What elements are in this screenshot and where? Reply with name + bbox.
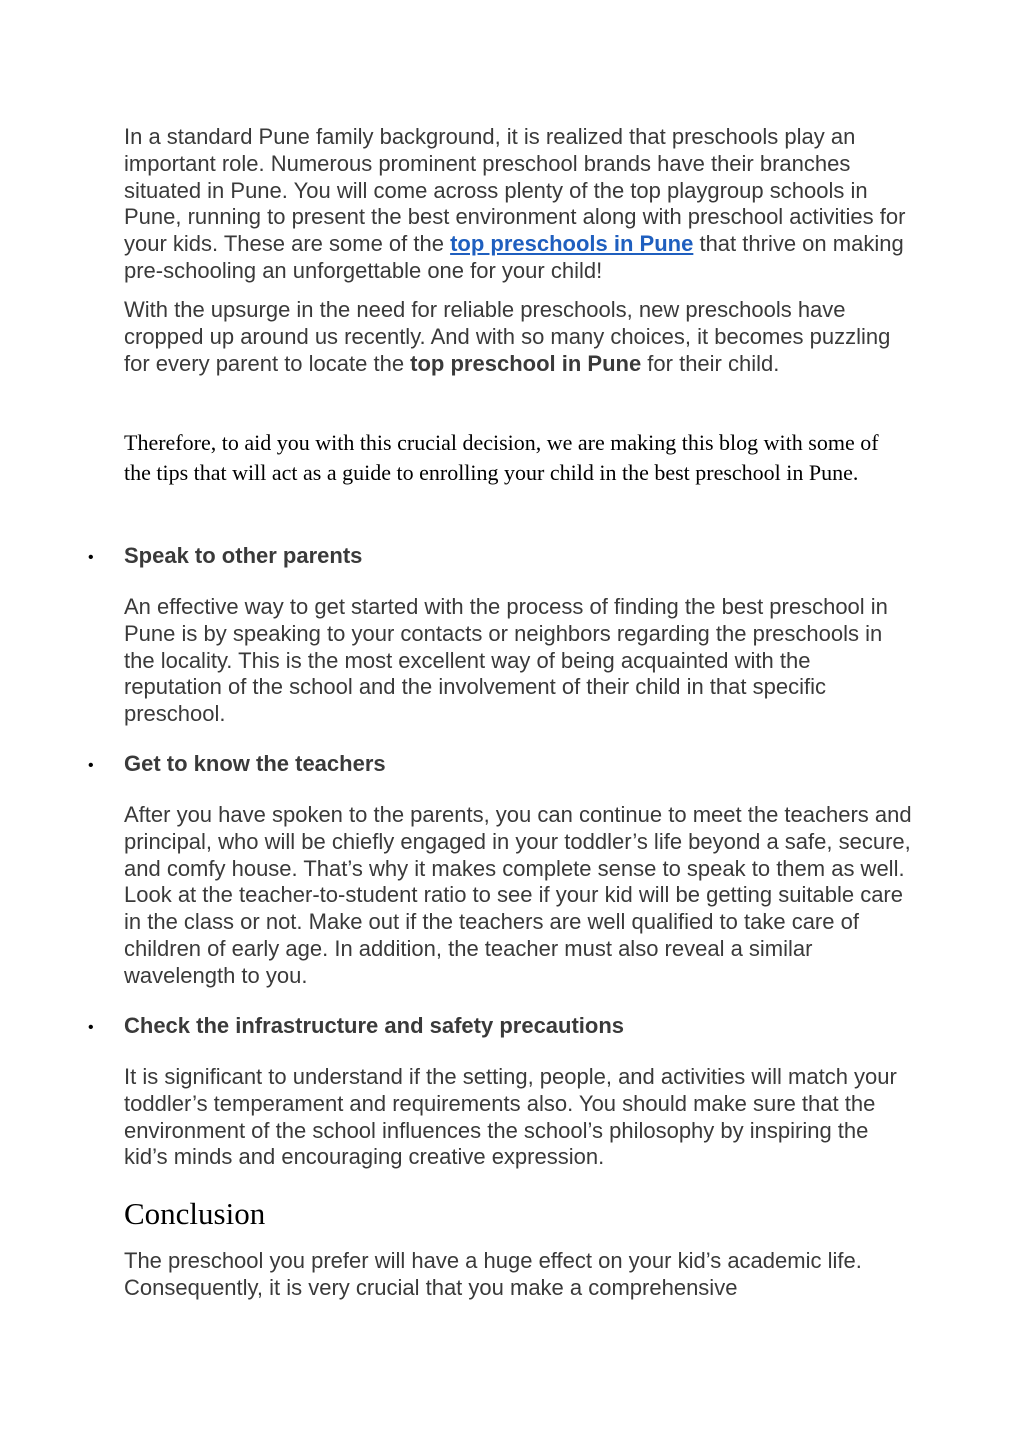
- section-heading-know-teachers: Get to know the teachers: [124, 751, 386, 776]
- section-body-speak-to-parents: An effective way to get started with the process of finding the best preschool in Pune is by speaking to your contacts or neighbors regarding the preschools in the locality. This is the most excellent way of being acquainted with the reputation of the school and the involvement of their child in that specific preschool.: [124, 594, 888, 727]
- top-preschools-link[interactable]: top preschools in Pune: [450, 231, 694, 257]
- upsurge-paragraph: [124, 297, 914, 377]
- conclusion-heading: Conclusion: [124, 1196, 266, 1231]
- conclusion-body: The preschool you prefer will have a huge effect on your kid’s academic life. Consequently, it is very crucial that you make a comprehensive: [124, 1248, 862, 1300]
- bullet-dot: •: [88, 1019, 94, 1036]
- section-body-know-teachers: After you have spoken to the parents, you can continue to meet the teachers and principal, who will be chiefly engaged in your toddler’s life beyond a safe, secure, and comfy house. That’s why it makes complete sense to speak to them as well. Look at the teacher-to-student ratio to see if your kid will be getting suitable care in the class or not. Make out if the teachers are well qualified to take care of children of early age. In addition, the teacher must also reveal a similar wavelength to you.: [124, 802, 912, 988]
- intro-text-before-link: In a standard Pune family background, it is realized that preschools play an important role. Numerous prominent preschool brands have their branches situated in Pune. You will come across plenty of the top playgroup schools in Pune, running to present the best environment along with preschool activities for your kids. These are some of the: [124, 124, 906, 257]
- therefore-paragraph: Therefore, to aid you with this crucial decision, we are making this blog with some of the tips that will act as a guide to enrolling your child in the best preschool in Pune.: [124, 430, 879, 485]
- upsurge-text-after-bold: for their child.: [641, 350, 780, 376]
- section-body-infrastructure-safety: It is significant to understand if the setting, people, and activities will match your toddler’s temperament and requirements also. You should make sure that the environment of the school influences the school’s philosophy by inspiring the kid’s minds and encouraging creative expression.: [124, 1064, 897, 1170]
- bullet-dot: •: [88, 549, 94, 566]
- section-heading-speak-to-parents: Speak to other parents: [124, 543, 363, 568]
- section-heading-infrastructure-safety: Check the infrastructure and safety precautions: [124, 1013, 625, 1038]
- intro-paragraph: [124, 124, 914, 285]
- upsurge-bold-phrase: top preschool in Pune: [410, 350, 642, 376]
- upsurge-text-before-bold: With the upsurge in the need for reliable preschools, new preschools have cropped up around us recently. And with so many choices, it becomes puzzling for every parent to locate the: [124, 297, 891, 376]
- bullet-dot: •: [88, 757, 94, 774]
- intro-text-after-link: that thrive on making pre-schooling an unforgettable one for your child!: [124, 231, 904, 283]
